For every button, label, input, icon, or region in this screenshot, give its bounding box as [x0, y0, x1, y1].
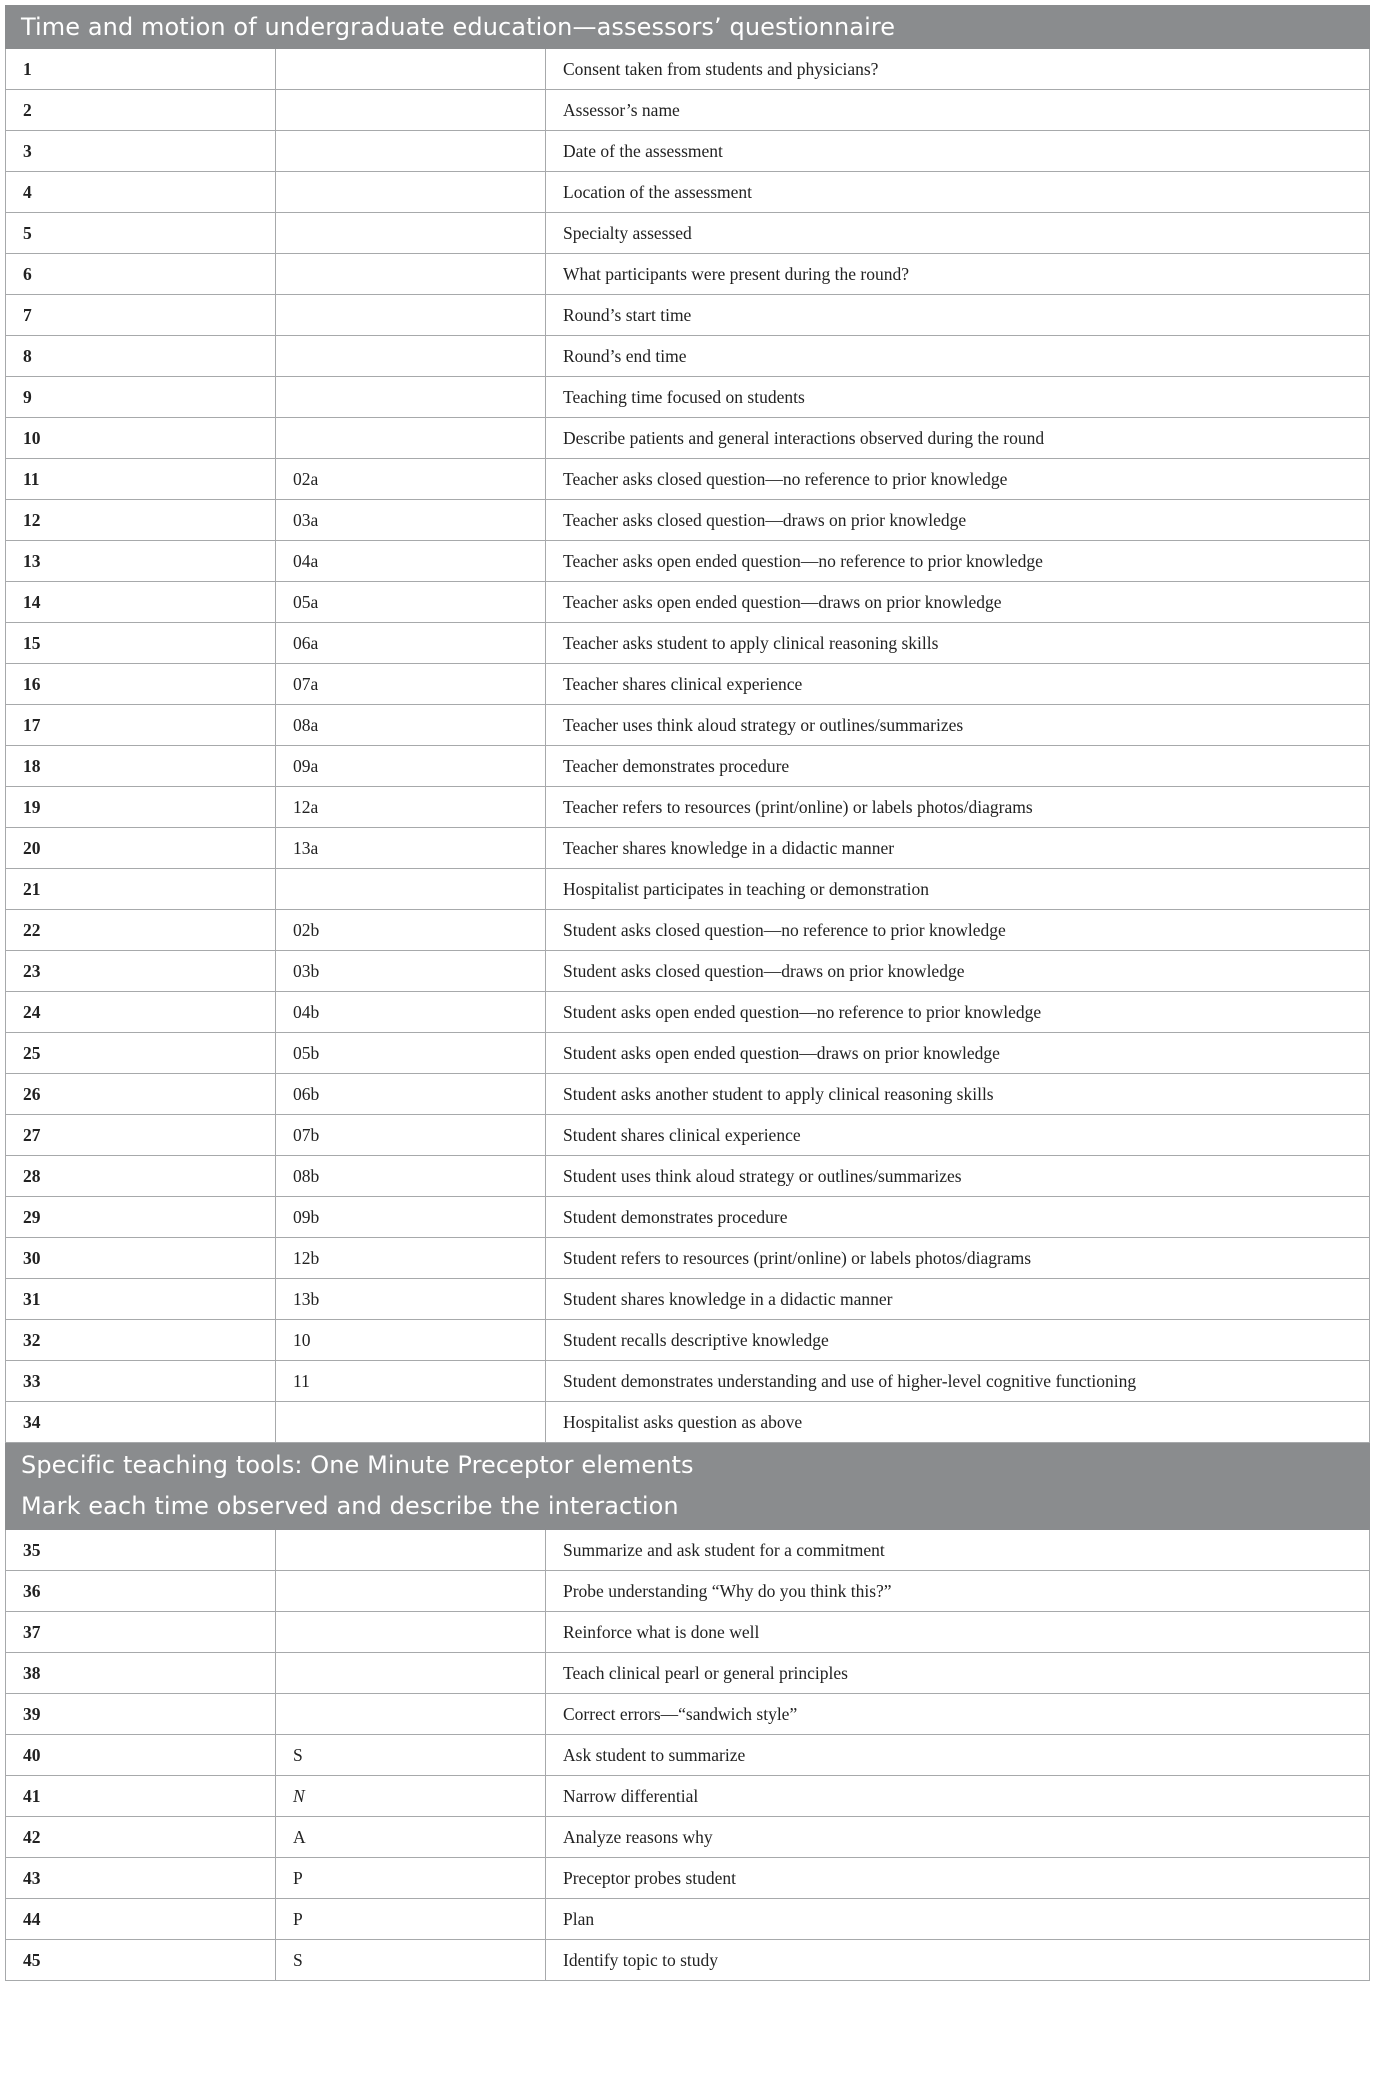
row-number: 21: [6, 869, 276, 910]
table-row: [6, 1033, 1370, 1074]
row-code: [276, 1530, 546, 1571]
row-item-text: Teacher shares knowledge in a didactic manner: [546, 828, 1370, 869]
table-row: [6, 582, 1370, 623]
row-item-text: Location of the assessment: [546, 172, 1370, 213]
table-row: [6, 49, 1370, 90]
row-code: 09a: [276, 746, 546, 787]
row-code: 12b: [276, 1238, 546, 1279]
row-number: 7: [6, 295, 276, 336]
row-code: 06a: [276, 623, 546, 664]
row-item-text: Correct errors—“sandwich style”: [546, 1694, 1370, 1735]
table-row: [6, 295, 1370, 336]
table-row: [6, 951, 1370, 992]
row-number: 34: [6, 1402, 276, 1443]
row-item-text: Probe understanding “Why do you think this?”: [546, 1571, 1370, 1612]
row-item-text: Round’s start time: [546, 295, 1370, 336]
row-code: 07a: [276, 664, 546, 705]
row-number: 41: [6, 1776, 276, 1817]
row-number: 19: [6, 787, 276, 828]
row-code: 08b: [276, 1156, 546, 1197]
row-item-text: Assessor’s name: [546, 90, 1370, 131]
row-item-text: Date of the assessment: [546, 131, 1370, 172]
table-row: [6, 828, 1370, 869]
table-row: [6, 1776, 1370, 1817]
row-code: [276, 1694, 546, 1735]
row-number: 39: [6, 1694, 276, 1735]
table-row: [6, 1940, 1370, 1981]
row-code: P: [276, 1858, 546, 1899]
table-row: [6, 90, 1370, 131]
row-code: 05b: [276, 1033, 546, 1074]
table-row: [6, 131, 1370, 172]
table-row: [6, 1402, 1370, 1443]
row-code: 02a: [276, 459, 546, 500]
table-row: [6, 213, 1370, 254]
row-item-text: Teacher asks open ended question—no reference to prior knowledge: [546, 541, 1370, 582]
section-two-heading-line1: Specific teaching tools: One Minute Preceptor elements: [21, 1451, 694, 1479]
row-item-text: Student asks closed question—draws on prior knowledge: [546, 951, 1370, 992]
row-number: 20: [6, 828, 276, 869]
row-code: S: [276, 1735, 546, 1776]
row-code: 03b: [276, 951, 546, 992]
row-code: [276, 254, 546, 295]
row-code: [276, 418, 546, 459]
row-item-text: Teacher asks closed question—no reference to prior knowledge: [546, 459, 1370, 500]
table-row: [6, 418, 1370, 459]
table-row: [6, 1361, 1370, 1402]
table-row: [6, 1115, 1370, 1156]
row-item-text: Teacher uses think aloud strategy or outlines/summarizes: [546, 705, 1370, 746]
row-item-text: Student shares clinical experience: [546, 1115, 1370, 1156]
row-number: 25: [6, 1033, 276, 1074]
row-code: [276, 1571, 546, 1612]
row-item-text: Student asks another student to apply clinical reasoning skills: [546, 1074, 1370, 1115]
row-item-text: Teacher refers to resources (print/online) or labels photos/diagrams: [546, 787, 1370, 828]
table-row: [6, 459, 1370, 500]
table-row: [6, 623, 1370, 664]
table-row: [6, 992, 1370, 1033]
row-item-text: Teacher asks closed question—draws on prior knowledge: [546, 500, 1370, 541]
table-row: [6, 1238, 1370, 1279]
row-code: 06b: [276, 1074, 546, 1115]
row-number: 15: [6, 623, 276, 664]
row-code: 08a: [276, 705, 546, 746]
table-row: [6, 1653, 1370, 1694]
row-number: 6: [6, 254, 276, 295]
section-one-body: [6, 49, 1370, 1443]
row-number: 27: [6, 1115, 276, 1156]
row-code: P: [276, 1899, 546, 1940]
questionnaire-table: [5, 5, 1370, 1981]
row-item-text: Hospitalist asks question as above: [546, 1402, 1370, 1443]
row-number: 35: [6, 1530, 276, 1571]
row-item-text: Describe patients and general interactions observed during the round: [546, 418, 1370, 459]
row-code: [276, 869, 546, 910]
row-item-text: Teacher demonstrates procedure: [546, 746, 1370, 787]
row-code: A: [276, 1817, 546, 1858]
section-two-body: [6, 1530, 1370, 1981]
table-title: Time and motion of undergraduate education—assessors’ questionnaire: [6, 6, 1370, 49]
row-code: S: [276, 1940, 546, 1981]
table-row: [6, 1571, 1370, 1612]
row-number: 32: [6, 1320, 276, 1361]
row-number: 17: [6, 705, 276, 746]
row-item-text: Teach clinical pearl or general principles: [546, 1653, 1370, 1694]
row-item-text: Narrow differential: [546, 1776, 1370, 1817]
row-item-text: Student asks open ended question—draws on prior knowledge: [546, 1033, 1370, 1074]
row-item-text: Identify topic to study: [546, 1940, 1370, 1981]
section-two-header-body: [6, 1443, 1370, 1530]
table-row: [6, 1197, 1370, 1238]
row-code: [276, 377, 546, 418]
row-item-text: Student demonstrates procedure: [546, 1197, 1370, 1238]
row-item-text: Teacher asks student to apply clinical reasoning skills: [546, 623, 1370, 664]
row-item-text: Specialty assessed: [546, 213, 1370, 254]
row-item-text: Hospitalist participates in teaching or demonstration: [546, 869, 1370, 910]
row-number: 45: [6, 1940, 276, 1981]
row-code: 10: [276, 1320, 546, 1361]
row-code: 04b: [276, 992, 546, 1033]
table-row: [6, 787, 1370, 828]
table-row: [6, 664, 1370, 705]
row-code: 03a: [276, 500, 546, 541]
row-item-text: Student demonstrates understanding and use of higher-level cognitive functioning: [546, 1361, 1370, 1402]
row-item-text: Student refers to resources (print/online) or labels photos/diagrams: [546, 1238, 1370, 1279]
table-row: [6, 1858, 1370, 1899]
table-row: [6, 1320, 1370, 1361]
table-row: [6, 1612, 1370, 1653]
row-code: 09b: [276, 1197, 546, 1238]
row-item-text: Consent taken from students and physicians?: [546, 49, 1370, 90]
row-number: 3: [6, 131, 276, 172]
row-item-text: Analyze reasons why: [546, 1817, 1370, 1858]
row-item-text: Teacher shares clinical experience: [546, 664, 1370, 705]
row-number: 33: [6, 1361, 276, 1402]
questionnaire-table-wrapper: [5, 5, 1369, 1981]
row-code: [276, 1402, 546, 1443]
row-number: 22: [6, 910, 276, 951]
title-row: [6, 6, 1370, 49]
row-code: 05a: [276, 582, 546, 623]
row-number: 24: [6, 992, 276, 1033]
row-code: [276, 90, 546, 131]
row-number: 1: [6, 49, 276, 90]
row-number: 8: [6, 336, 276, 377]
row-number: 40: [6, 1735, 276, 1776]
row-code: 04a: [276, 541, 546, 582]
row-number: 13: [6, 541, 276, 582]
row-code: [276, 131, 546, 172]
table-row: [6, 1074, 1370, 1115]
row-number: 38: [6, 1653, 276, 1694]
row-number: 5: [6, 213, 276, 254]
row-code: [276, 172, 546, 213]
row-item-text: Summarize and ask student for a commitment: [546, 1530, 1370, 1571]
table-row: [6, 910, 1370, 951]
row-code: [276, 49, 546, 90]
row-item-text: Reinforce what is done well: [546, 1612, 1370, 1653]
table-row: [6, 1156, 1370, 1197]
table-row: [6, 1899, 1370, 1940]
row-number: 37: [6, 1612, 276, 1653]
row-code: 11: [276, 1361, 546, 1402]
table-row: [6, 172, 1370, 213]
table-row: [6, 377, 1370, 418]
row-code: [276, 336, 546, 377]
row-item-text: Student uses think aloud strategy or outlines/summarizes: [546, 1156, 1370, 1197]
row-item-text: Plan: [546, 1899, 1370, 1940]
row-item-text: Student asks open ended question—no reference to prior knowledge: [546, 992, 1370, 1033]
row-number: 2: [6, 90, 276, 131]
table-row: [6, 746, 1370, 787]
row-item-text: Round’s end time: [546, 336, 1370, 377]
row-number: 9: [6, 377, 276, 418]
row-item-text: Teaching time focused on students: [546, 377, 1370, 418]
section-two-heading-row: [6, 1443, 1370, 1530]
row-number: 44: [6, 1899, 276, 1940]
row-code: [276, 1653, 546, 1694]
row-item-text: Teacher asks open ended question—draws on prior knowledge: [546, 582, 1370, 623]
row-number: 4: [6, 172, 276, 213]
table-row: [6, 705, 1370, 746]
row-code: [276, 213, 546, 254]
row-code: 13b: [276, 1279, 546, 1320]
row-number: 36: [6, 1571, 276, 1612]
row-number: 28: [6, 1156, 276, 1197]
table-row: [6, 541, 1370, 582]
row-number: 29: [6, 1197, 276, 1238]
row-item-text: Ask student to summarize: [546, 1735, 1370, 1776]
row-number: 10: [6, 418, 276, 459]
row-number: 43: [6, 1858, 276, 1899]
row-number: 14: [6, 582, 276, 623]
table-row: [6, 869, 1370, 910]
row-item-text: Student shares knowledge in a didactic manner: [546, 1279, 1370, 1320]
row-item-text: Student recalls descriptive knowledge: [546, 1320, 1370, 1361]
table-row: [6, 1530, 1370, 1571]
table-row: [6, 1694, 1370, 1735]
row-code: 02b: [276, 910, 546, 951]
row-item-text: Student asks closed question—no reference to prior knowledge: [546, 910, 1370, 951]
row-number: 30: [6, 1238, 276, 1279]
row-number: 42: [6, 1817, 276, 1858]
row-code: [276, 295, 546, 336]
section-two-heading-line2: Mark each time observed and describe the interaction: [21, 1492, 679, 1520]
row-number: 12: [6, 500, 276, 541]
table-row: [6, 500, 1370, 541]
row-code: [276, 1612, 546, 1653]
row-item-text: Preceptor probes student: [546, 1858, 1370, 1899]
row-number: 31: [6, 1279, 276, 1320]
row-code: 07b: [276, 1115, 546, 1156]
row-number: 16: [6, 664, 276, 705]
section-two-heading: [6, 1443, 1370, 1530]
row-number: 23: [6, 951, 276, 992]
row-number: 18: [6, 746, 276, 787]
table-row: [6, 1817, 1370, 1858]
row-number: 11: [6, 459, 276, 500]
row-code: 12a: [276, 787, 546, 828]
table-row: [6, 254, 1370, 295]
table-row: [6, 1735, 1370, 1776]
row-number: 26: [6, 1074, 276, 1115]
table-row: [6, 1279, 1370, 1320]
row-item-text: What participants were present during the round?: [546, 254, 1370, 295]
row-code: N: [276, 1776, 546, 1817]
table-row: [6, 336, 1370, 377]
row-code: 13a: [276, 828, 546, 869]
